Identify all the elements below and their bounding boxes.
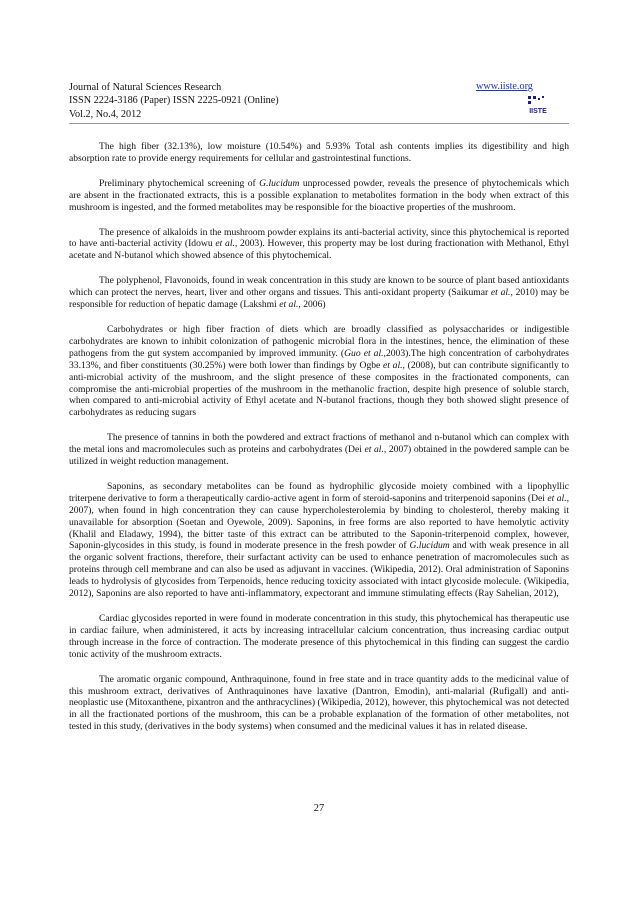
italic-text: G.lucidum [259,177,300,189]
italic-text: G.lucidum [409,540,450,552]
paragraph-text: 2007) obtained in the powdered sample can be utilized in weight reduction management. [69,444,569,468]
body-paragraph [69,432,569,468]
paragraph-text: The presence of alkaloids in the mushroom powder explains its anti-bacterial activity, since this phytochemical is reported to have anti-bacterial activity (Idowu [69,226,569,250]
body-paragraph [69,481,569,600]
paragraph-text: The presence of tannins in both the powdered and extract fractions of methanol and n-butanol which can complex with the metal ions and macromolecules such as proteins and carbohydrates (Dei [69,432,569,456]
paragraph-text: The polyphenol, Flavonoids, found in weak concentration in this study are known to be source of plant based antioxidants which can protect the nerves, heart, liver and other organs and tissues. This anti-oxidant property (Saikumar [69,275,569,299]
body-paragraph [69,674,569,734]
journal-url-link[interactable]: www.iiste.org [476,81,533,92]
italic-text: et al., [383,359,405,371]
body-paragraph [69,613,569,661]
paragraph-text: 2003).The high concentration of carbohydrates 33.13%, and fiber constituents (30.25%) were both lower than findings by Ogbe [69,347,570,371]
paragraph-text: (2008), but can contribute significantly to anti-microbial activity of the mushroom, and the slight presence of these composites in the fractionated components, can compromise the anti-microbial properties of the mushroom in the methanolic fraction, despite high presence of soluble starch, when compared to anti-microbial activity of Ethyl acetate and N-butanol fractions, though they both showed slight presence of carbohydrates as reducing sugars [69,359,569,419]
body-paragraph [69,178,569,214]
italic-text: et al., [490,287,513,299]
paragraph-text: 2006) [300,299,326,311]
paragraph-text: unprocessed powder, reveals the presence of phytochemicals which are absent in the fractionated extracts, this is a possible explanation to metabolites formation in the body when extract of this mushroom is ingested, and the formed metabolites may be responsible for the bioactive properties of the mushroom. [69,177,569,213]
body-paragraph [69,275,569,311]
page-number: 27 [313,803,325,814]
logo-wordmark: IISTE [529,108,547,115]
body-paragraph [69,324,569,419]
italic-text: et al., [364,444,387,456]
italic-text: et al., [279,299,301,311]
iiste-logo-icon [527,95,549,115]
journal-issn: ISSN 2224-3186 (Paper) ISSN 2225-0921 (Online) [69,95,279,107]
paragraph-text: The high fiber (32.13%), low moisture (10.54%) and 5.93% Total ash contents implies its digestibility and high absorption rate to provide energy requirements for cellular and gastrointestinal functions. [69,141,569,164]
paragraph-text: 2003). However, this property may be lost during fractionation with Methanol, Ethyl acetate and N-butanol which showed absence of this phytochemical. [69,238,569,262]
body-paragraph [69,141,569,165]
italic-text: Guo et al., [344,347,386,359]
journal-volume: Vol.2, No.4, 2012 [69,108,142,120]
paragraph-text: Preliminary phytochemical screening of [99,177,260,189]
body-paragraph [69,227,569,263]
paragraph-text: Saponins, as secondary metabolites can be found as hydrophilic glycoside moiety combined with a lipophyllic triterpene derivative to form a therapeutically cardio-active agent in form of steroid-saponins and triterpenoid saponins (Dei [69,480,569,504]
paragraph-text: The aromatic organic compound, Anthraquinone, found in free state and in trace quantity adds to the medicinal value of this mushroom extract, derivatives of Anthraquinones have laxative (Dantron, Emodin), anti-malarial (Rufigall) and anti-neoplastic use (Mitoxanthene, pixantron and the anthracyclines) (Wikipedia, 2012), however, this phytochemical was not detected in all the fractionated portions of the mushroom, this can be a probable explanation of the formation of other metabolites, not tested in this study, (derivatives in the body systems) when consumed and the medicinal values it has in related disease. [69,673,569,733]
italic-text: et al., [547,492,569,504]
header-divider [69,123,569,124]
journal-title: Journal of Natural Sciences Research [69,82,222,93]
paragraph-text: 2007), when found in high concentration they can cause hypercholesterolemia by binding to cholesterol, thereby making it unavailable for absorption (Soetan and Oyewole, 2009). Saponins, in free forms are also reported to have hemolytic activity (Khalil and Eladawy, 1994), the bitter taste of this extract can be attributed to the Saponin-triterpenoid complex, however, Saponin-glycosides in this study, is found in moderate presence in the fresh powder of [69,504,569,552]
paragraph-text: 2010) may be responsible for reduction of hepatic damage (Lakshmi [69,287,569,311]
article-body [69,141,569,746]
paragraph-text: and with weak presence in all the organic solvent fractions, therefore, their surfactant activity can be used to enhance penetration of macromolecules such as proteins through cell membrane and can also be used as adjuvant in vaccines. (Wikipedia, 2012). Oral administration of Saponins leads to hydrolysis of glycosides from Terpenoids, hence reducing toxicity associated with intact glycoside molecule. (Wikipedia, 2012), Saponins are also reported to have anti-inflammatory, expectorant and immune stimulating effects (Ray Sahelian, 2012), [69,540,569,600]
italic-text: et al., [215,238,238,250]
paragraph-text: Carbohydrates or high fiber fraction of diets which are broadly classified as polysaccharides or indigestible carbohydrates are known to inhibit colonization of pathogenic microbial flora in the intestines, hence, the elimination of these pathogens from the gut system accompanied by improved immunity. ( [69,323,569,359]
paragraph-text: Cardiac glycosides reported in were found in moderate concentration in this study, this phytochemical has therapeutic use in cardiac failure, when administered, it acts by increasing intracellular calcium concentration, thus increasing cardiac output through increase in the force of contraction. The moderate presence of this phytochemical in this finding can suggest the cardio tonic activity of the mushroom extracts. [69,613,569,660]
